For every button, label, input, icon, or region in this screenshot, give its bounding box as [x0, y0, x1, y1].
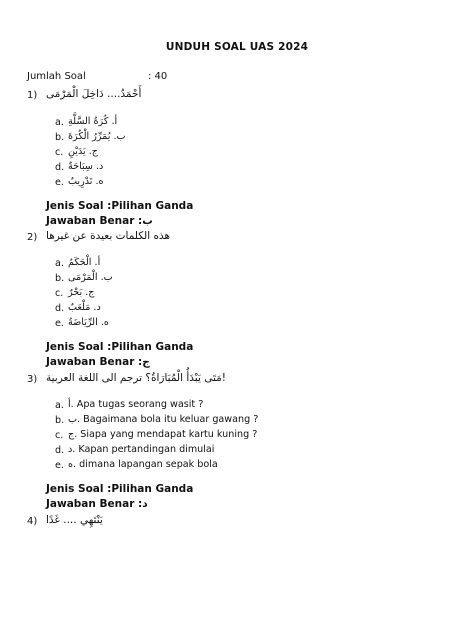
q1-option-d-marker: d. — [55, 162, 65, 173]
q1-correct-answer: Jawaban Benar :ب — [46, 215, 153, 227]
question-2-number: 2) — [27, 232, 38, 243]
q2-option-d-marker: d. — [55, 303, 65, 314]
q1-option-b-marker: b. — [55, 132, 65, 143]
q2-question-type: Jenis Soal :Pilihan Ganda — [46, 341, 194, 353]
q1-option-d[interactable]: د. سِبَاحَةٌ — [68, 161, 104, 172]
question-4-number: 4) — [27, 516, 38, 527]
q2-option-c-marker: c. — [55, 288, 64, 299]
q3-option-a[interactable]: أ. Apa tugas seorang wasit ? — [68, 399, 204, 410]
q3-correct-answer: Jawaban Benar :د — [46, 498, 148, 510]
page-title: UNDUH SOAL UAS 2024 — [165, 41, 309, 53]
question-2-text: هذه الكلمات بعيدة عن غيرها — [46, 230, 171, 242]
question-count-label: Jumlah Soal — [27, 71, 86, 82]
question-count-value: : 40 — [148, 71, 168, 82]
q1-option-e[interactable]: ه. تَدْرِيبٌ — [68, 176, 104, 187]
q3-question-type: Jenis Soal :Pilihan Ganda — [46, 483, 194, 495]
q1-option-a-marker: a. — [55, 117, 64, 128]
q3-option-b[interactable]: ب. Bagaimana bola itu keluar gawang ? — [68, 414, 259, 425]
q3-option-a-marker: a. — [55, 400, 64, 411]
q2-option-c[interactable]: ج. بَحْرٌ — [68, 287, 95, 298]
question-4-text: يَنْتَهِي .... غَدًا — [46, 514, 103, 526]
q2-option-b[interactable]: ب. الْمَرْمَى — [68, 272, 113, 283]
question-3-number: 3) — [27, 374, 38, 385]
q2-option-a[interactable]: أ. الْحَكَمُ — [68, 257, 101, 268]
q3-option-c-marker: c. — [55, 430, 64, 441]
q2-correct-answer: Jawaban Benar :ج — [46, 356, 150, 368]
q1-question-type: Jenis Soal :Pilihan Ganda — [46, 200, 194, 212]
q1-option-c-marker: c. — [55, 147, 64, 158]
q3-option-b-marker: b. — [55, 415, 65, 426]
q1-option-e-marker: e. — [55, 177, 64, 188]
question-3-text: مَتَى يَبْدَأُ الْمُبَارَاةُ؟ ترجم الى اللغة العربية! — [46, 372, 226, 384]
q1-option-a[interactable]: أ. كُرَةُ السَّلَّةِ — [68, 116, 118, 127]
q3-option-d[interactable]: د. Kapan pertandingan dimulai — [68, 444, 215, 455]
q2-option-d[interactable]: د. مَلْعَبٌ — [68, 302, 101, 313]
q2-option-b-marker: b. — [55, 273, 65, 284]
q3-option-d-marker: d. — [55, 445, 65, 456]
question-1-number: 1) — [27, 90, 38, 101]
q2-option-e-marker: e. — [55, 318, 64, 329]
q1-option-b[interactable]: ب. يُمَرِّرُ الْكُرَةَ — [68, 131, 126, 142]
q3-option-c[interactable]: ج. Siapa yang mendapat kartu kuning ? — [68, 429, 258, 440]
q2-option-a-marker: a. — [55, 258, 64, 269]
q1-option-c[interactable]: ج. يَدَيْنِ — [68, 146, 98, 157]
question-1-text: أَحْمَدُ.... دَاخِلَ الْمَرْمَى — [46, 88, 142, 100]
q3-option-e-marker: e. — [55, 460, 64, 471]
q2-option-e[interactable]: ه. الرِّيَاضَةُ — [68, 317, 109, 328]
q3-option-e[interactable]: ه. dimana lapangan sepak bola — [68, 459, 218, 470]
